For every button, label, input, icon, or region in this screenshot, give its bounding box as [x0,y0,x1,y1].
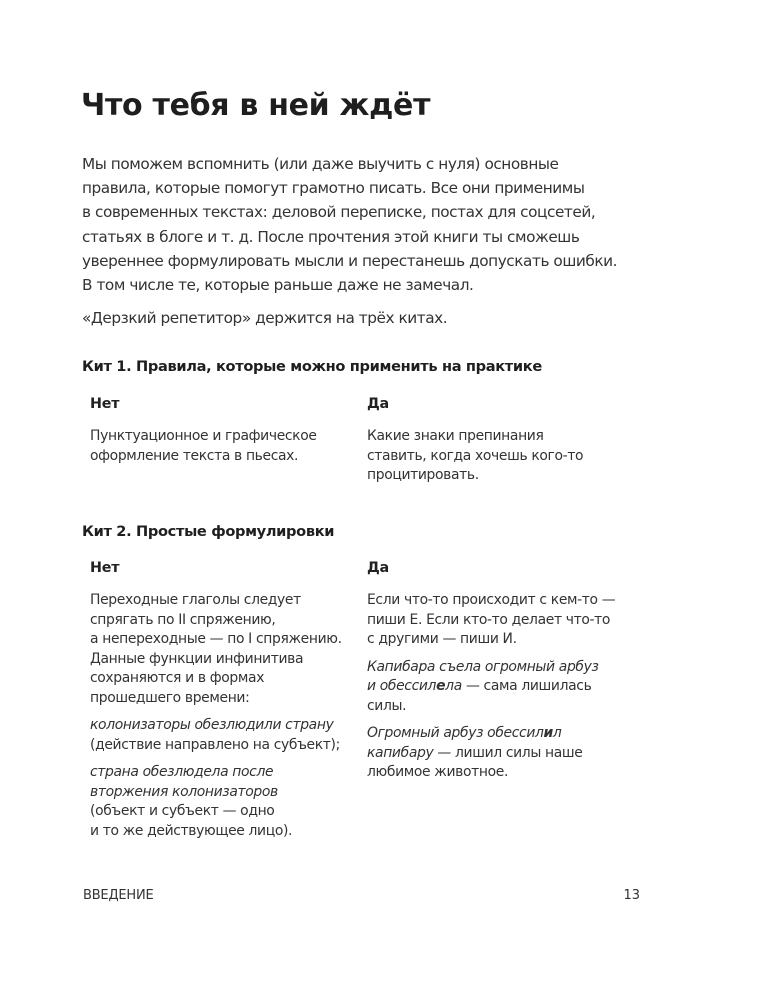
cell-line: а непереходные — по I спряжению. [90,631,342,647]
kit2-no-cell [90,591,342,841]
cell-line: Если что-то происходит с кем-то — [367,592,616,608]
kit1-heading: Кит 1. Правила, которые можно применить на практике [82,358,542,375]
kit2-no-rule [90,591,342,708]
kit2-heading: Кит 2. Простые формулировки [82,523,335,540]
emphasized-letter: и [543,725,553,741]
kit2-no-label: Нет [90,560,120,576]
intro-line: увереннее формулировать мысли и перестанешь допускать ошибки. [82,251,618,270]
lead-paragraph: «Дерзкий репетитор» держится на трёх китах. [82,309,448,327]
cell-line: оформление текста в пьесах. [90,447,299,464]
kit2-yes-rule [367,591,615,650]
emphasized-letter: е [436,678,446,694]
intro-line: статьях в блоге и т. д. После прочтения этой книги ты сможешь [82,227,580,246]
intro-line: Мы поможем вспомнить (или даже выучить с нуля) основные [82,155,559,173]
cell-line: ставить, когда хочешь кого-то [367,447,584,464]
example-italic: Огромный арбуз обессилил [367,725,562,741]
kit2-no-example-1 [90,716,342,755]
example-italic: и обессилела [367,678,462,694]
example-note: и то же действующее лицо). [90,822,293,839]
page-number: 13 [623,888,640,903]
cell-line: Пунктуационное и графическое [90,428,317,444]
intro-line: В том числе те, которые раньше даже не замечал. [82,276,474,295]
example-note: (действие направлено на субъект); [90,736,340,753]
cell-line: Какие знаки препинания [367,428,544,444]
example-italic: Капибара съела огромный арбуз [367,658,599,675]
cell-line: Данные функции инфинитива [90,650,304,667]
running-footer-section: ВВЕДЕНИЕ [83,888,154,903]
page-title: Что тебя в ней ждёт [81,88,431,123]
intro-line: в современных текстах: деловой переписке, постах для соцсетей, [82,203,596,222]
cell-line: Переходные глаголы следует [90,592,301,608]
kit1-no-label: Нет [90,396,120,412]
kit2-yes-example-2: Огромный арбуз обессилил капибару — лишил силы наше любимое животное. [367,725,583,780]
intro-paragraph [82,152,682,297]
example-note: (объект и субъект — одно [90,803,275,819]
kit2-yes-example-1: Капибара съела огромный арбуз и обессилела — сама лишилась силы. [367,658,599,714]
example-italic: капибару [367,744,434,761]
kit2-yes-label: Да [367,560,389,576]
kit1-yes-cell [367,427,583,486]
cell-line: с другими — пиши И. [367,631,517,647]
kit1-no-cell [90,427,317,466]
example-italic: вторжения колонизаторов [90,783,278,800]
example-italic: страна обезлюдела после [90,764,274,780]
kit2-yes-cell [367,591,615,783]
cell-line: спрягать по II спряжению, [90,611,276,628]
cell-line: пиши Е. Если кто-то делает что-то [367,611,611,628]
example-italic: колонизаторы обезлюдили страну [90,717,334,733]
cell-line: процитировать. [367,467,479,483]
cell-line: прошедшего времени: [90,689,250,706]
kit2-no-example-2 [90,763,342,841]
kit1-yes-label: Да [367,396,389,412]
cell-line: сохраняются и в формах [90,670,265,686]
intro-line: правила, которые помогут грамотно писать. Все они применимы [82,179,585,198]
